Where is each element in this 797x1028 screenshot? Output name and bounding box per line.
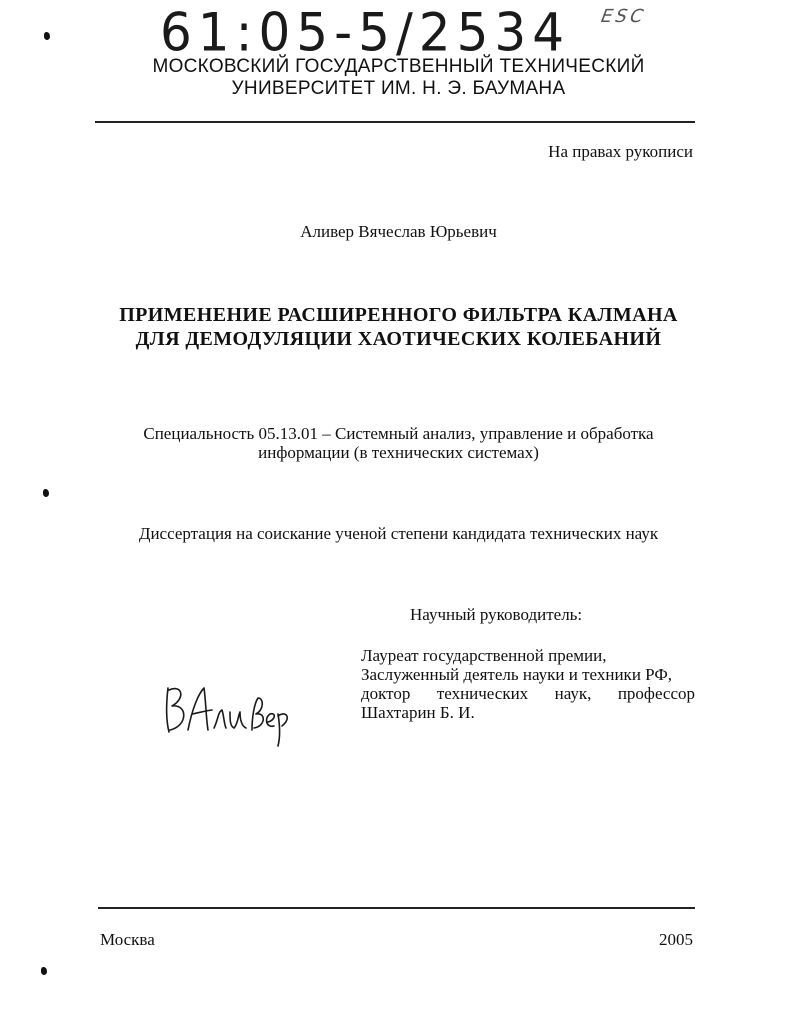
specialty-line1: Специальность 05.13.01 – Системный анализ, управление и обработка (143, 424, 654, 443)
author-signature (160, 680, 300, 750)
publication-year: 2005 (659, 930, 693, 949)
handwritten-archive-number: 61:05-5/2534 (160, 2, 571, 63)
scan-speck (43, 489, 49, 497)
degree-statement: Диссертация на соискание ученой степени кандидата технических наук (138, 524, 659, 543)
supervisor-title-line3: доктор технических наук, профессор (361, 684, 695, 703)
footer-divider (98, 907, 695, 909)
supervisor-title-line2: Заслуженный деятель науки и техники РФ, (361, 665, 673, 684)
thesis-title-line2: ДЛЯ ДЕМОДУЛЯЦИИ ХАОТИЧЕСКИХ КОЛЕБАНИЙ (135, 328, 662, 350)
header-divider (95, 121, 695, 123)
supervisor-name: Шахтарин Б. И. (361, 703, 475, 722)
handwritten-archive-note: ESC (597, 6, 650, 27)
author-name: Аливер Вячеслав Юрьевич (300, 222, 497, 241)
publication-city: Москва (100, 930, 155, 949)
supervisor-title-line1: Лауреат государственной премии, (361, 646, 607, 665)
university-name-line1: МОСКОВСКИЙ ГОСУДАРСТВЕННЫЙ ТЕХНИЧЕСКИЙ (152, 56, 645, 77)
scan-speck (44, 32, 50, 40)
scan-speck (41, 967, 47, 975)
thesis-title-line1: ПРИМЕНЕНИЕ РАСШИРЕННОГО ФИЛЬТРА КАЛМАНА (119, 304, 678, 326)
university-name-line2: УНИВЕРСИТЕТ ИМ. Н. Э. БАУМАНА (231, 78, 566, 99)
supervisor-heading: Научный руководитель: (410, 605, 583, 624)
specialty-line2: информации (в технических системах) (258, 443, 539, 462)
manuscript-note: На правах рукописи (548, 142, 693, 161)
